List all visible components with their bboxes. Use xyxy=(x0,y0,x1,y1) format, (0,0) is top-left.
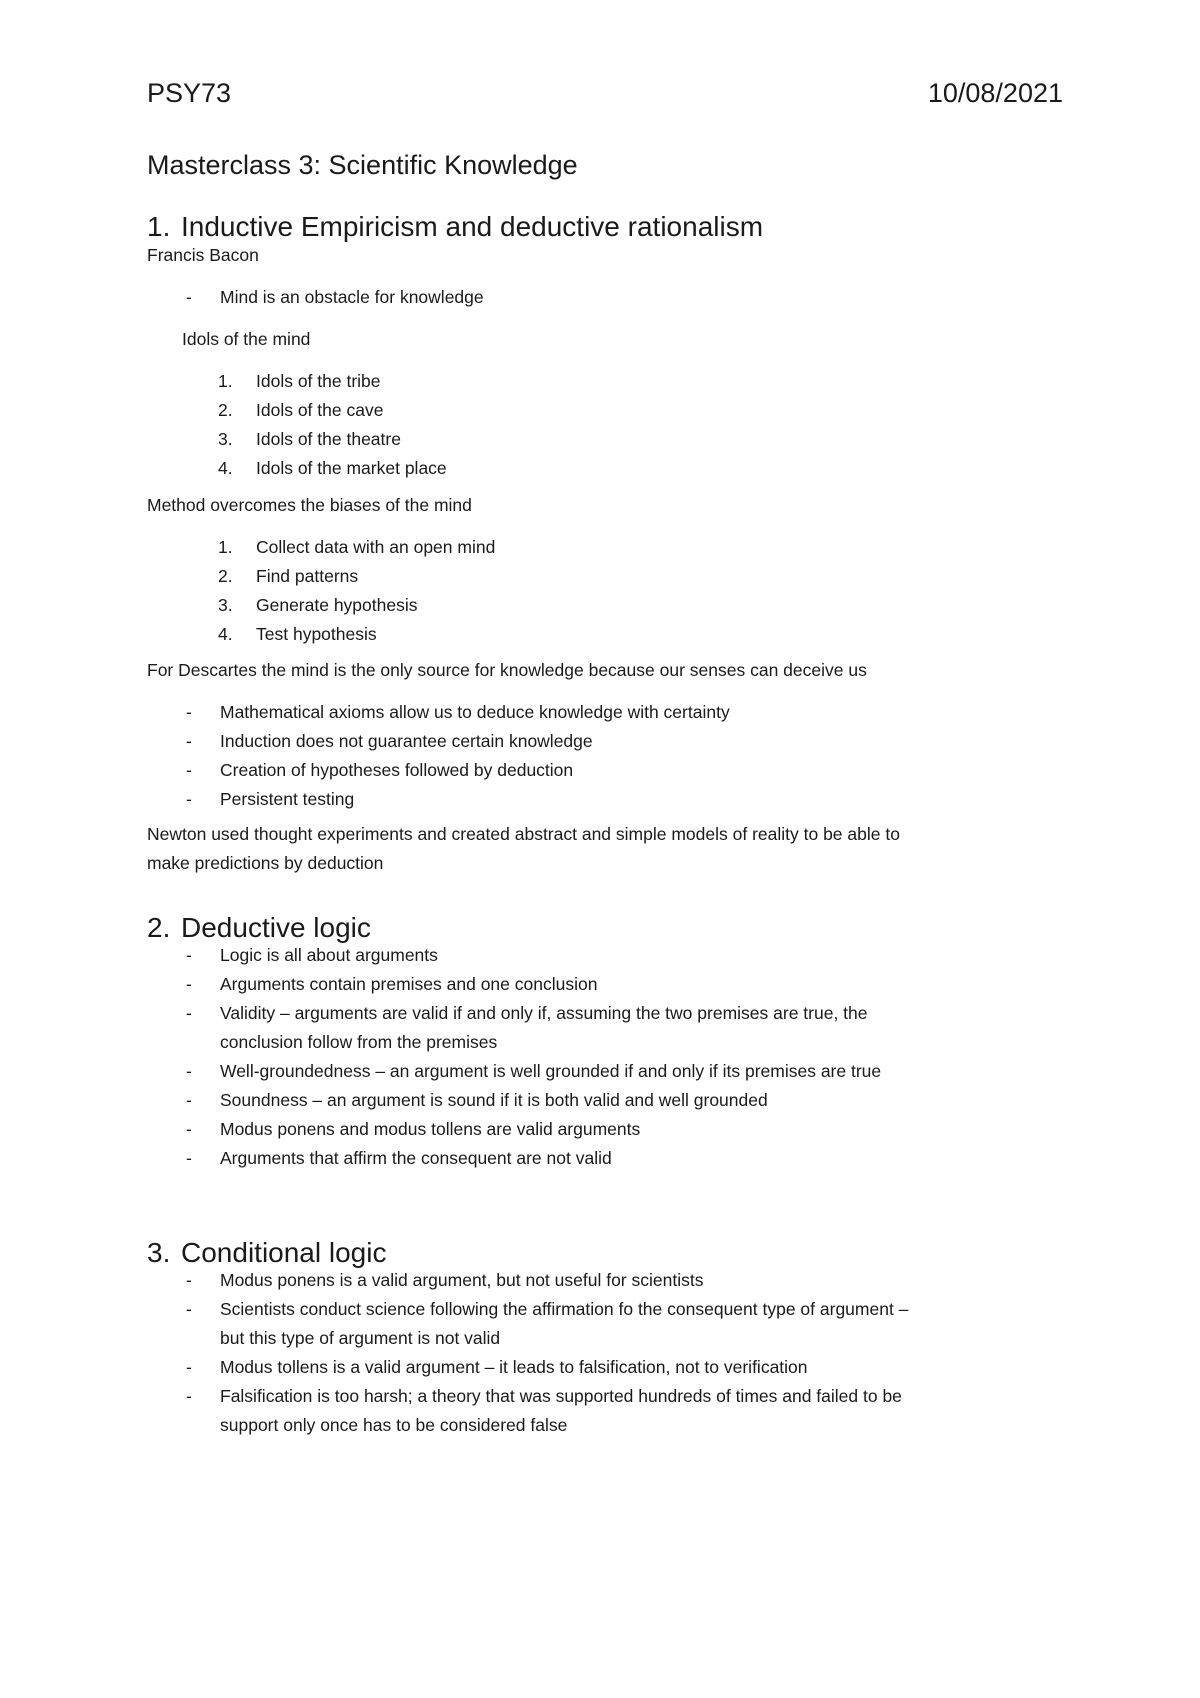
list-item: - Arguments that affirm the consequent are not valid xyxy=(186,1148,612,1168)
section-heading-3: 3. Conditional logic xyxy=(147,1237,387,1268)
list-item: 3. Generate hypothesis xyxy=(218,595,418,615)
list-item: 4. Idols of the market place xyxy=(218,458,447,478)
list-item: 1. Collect data with an open mind xyxy=(218,537,496,557)
section-heading-1: 1. Inductive Empiricism and deductive rationalism xyxy=(147,211,764,242)
idols-label: Idols of the mind xyxy=(182,329,311,349)
course-code: PSY73 xyxy=(147,78,232,108)
list-item: - Arguments contain premises and one conclusion xyxy=(186,974,598,994)
list-item: - Mathematical axioms allow us to deduce knowledge with certainty xyxy=(186,702,730,722)
descartes-list xyxy=(182,698,730,814)
list-item: 2. Find patterns xyxy=(218,566,359,586)
bacon-list xyxy=(182,283,484,312)
list-item: 1. Idols of the tribe xyxy=(218,371,381,391)
method-steps-list xyxy=(218,533,495,649)
section-heading-2: 2. Deductive logic xyxy=(147,912,371,943)
list-item: 3. Idols of the theatre xyxy=(218,429,401,449)
list-item: - Modus ponens is a valid argument, but not useful for scientists xyxy=(186,1270,704,1290)
newton-paragraph-line-2: make predictions by deduction xyxy=(147,853,384,873)
list-item: - Modus tollens is a valid argument – it leads to falsification, not to verification xyxy=(186,1357,808,1377)
list-item: - Creation of hypotheses followed by deduction xyxy=(186,760,574,780)
list-item: - Soundness – an argument is sound if it is both valid and well grounded xyxy=(186,1090,768,1110)
list-item: - Well-groundedness – an argument is well grounded if and only if its premises are true xyxy=(186,1061,882,1081)
page-title: Masterclass 3: Scientific Knowledge xyxy=(147,150,578,180)
page-header xyxy=(147,76,1063,116)
list-item: - Scientists conduct science following the affirmation fo the consequent type of argument – but this type of argument is not valid xyxy=(186,1299,909,1348)
list-item: - Falsification is too harsh; a theory that was supported hundreds of times and failed to be support only once has to be considered false xyxy=(186,1386,902,1435)
bacon-label: Francis Bacon xyxy=(147,245,259,265)
list-item: - Modus ponens and modus tollens are valid arguments xyxy=(186,1119,641,1139)
conditional-logic-list xyxy=(182,1266,908,1440)
list-item: 2. Idols of the cave xyxy=(218,400,384,420)
newton-paragraph-line-1: Newton used thought experiments and created abstract and simple models of reality to be able to xyxy=(147,824,900,844)
list-item: - Induction does not guarantee certain knowledge xyxy=(186,731,593,751)
idols-list xyxy=(218,367,447,483)
list-item: - Mind is an obstacle for knowledge xyxy=(186,287,484,307)
list-item: - Persistent testing xyxy=(186,789,355,809)
list-item: - Validity – arguments are valid if and only if, assuming the two premises are true, the conclusion follow from the premises xyxy=(186,1003,868,1052)
list-item: - Logic is all about arguments xyxy=(186,945,438,965)
header-date: 10/08/2021 xyxy=(927,78,1063,108)
method-label: Method overcomes the biases of the mind xyxy=(147,495,472,515)
list-item: 4. Test hypothesis xyxy=(218,624,377,644)
deductive-logic-list xyxy=(182,941,881,1173)
descartes-label: For Descartes the mind is the only source for knowledge because our senses can deceive us xyxy=(147,660,867,680)
